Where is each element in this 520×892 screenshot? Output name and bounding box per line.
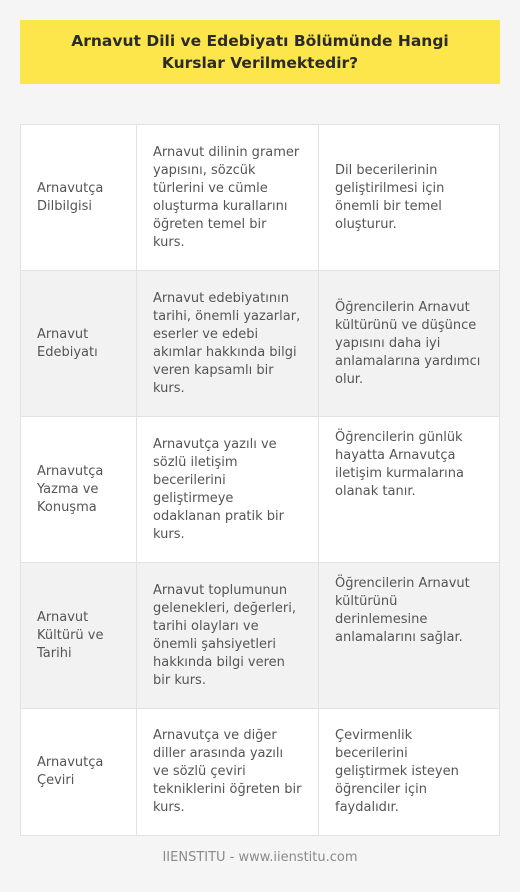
table-row	[21, 563, 499, 709]
table-row	[21, 271, 499, 417]
course-benefit: Çevirmenlik becerilerini geliştirmek isteyen öğrenciler için faydalıdır.	[335, 728, 459, 815]
course-benefit: Öğrencilerin Arnavut kültürünü derinlemesine anlamalarını sağlar.	[335, 576, 470, 645]
title-banner	[20, 20, 500, 84]
course-name: Arnavut Edebiyatı	[21, 271, 137, 416]
course-name: Arnavutça Çeviri	[21, 709, 137, 835]
courses-table	[20, 124, 500, 836]
footer-credit: IIENSTITU - www.iienstitu.com	[162, 850, 358, 865]
page-title: Arnavut Dili ve Edebiyatı Bölümünde Hangi Kurslar Verilmektedir?	[71, 32, 449, 72]
course-benefit: Öğrencilerin günlük hayatta Arnavutça iletişim kurmalarına olanak tanır.	[335, 430, 464, 499]
course-description: Arnavut dilinin gramer yapısını, sözcük türlerini ve cümle oluşturma kurallarını öğreten temel bir kurs.	[137, 125, 319, 270]
table-row	[21, 417, 499, 563]
course-description: Arnavut toplumunun gelenekleri, değerleri, tarihi olayları ve önemli şahsiyetleri hakkında bilgi veren bir kurs.	[137, 563, 319, 708]
course-description: Arnavut edebiyatının tarihi, önemli yazarlar, eserler ve edebi akımlar hakkında bilgi veren kapsamlı bir kurs.	[137, 271, 319, 416]
course-name: Arnavut Kültürü ve Tarihi	[21, 563, 137, 708]
table-row	[21, 125, 499, 271]
course-benefit: Dil becerilerinin geliştirilmesi için önemli bir temel oluşturur.	[335, 162, 445, 232]
course-description: Arnavutça yazılı ve sözlü iletişim becerilerini geliştirmeye odaklanan pratik bir kurs.	[137, 417, 319, 562]
course-name: Arnavutça Dilbilgisi	[21, 125, 137, 270]
table-row	[21, 709, 499, 835]
course-benefit: Öğrencilerin Arnavut kültürünü ve düşünce yapısını daha iyi anlamalarına yardımcı olur.	[335, 299, 481, 387]
course-description: Arnavutça ve diğer diller arasında yazılı ve sözlü çeviri tekniklerini öğreten bir kurs.	[137, 709, 319, 835]
course-name: Arnavutça Yazma ve Konuşma	[21, 417, 137, 562]
